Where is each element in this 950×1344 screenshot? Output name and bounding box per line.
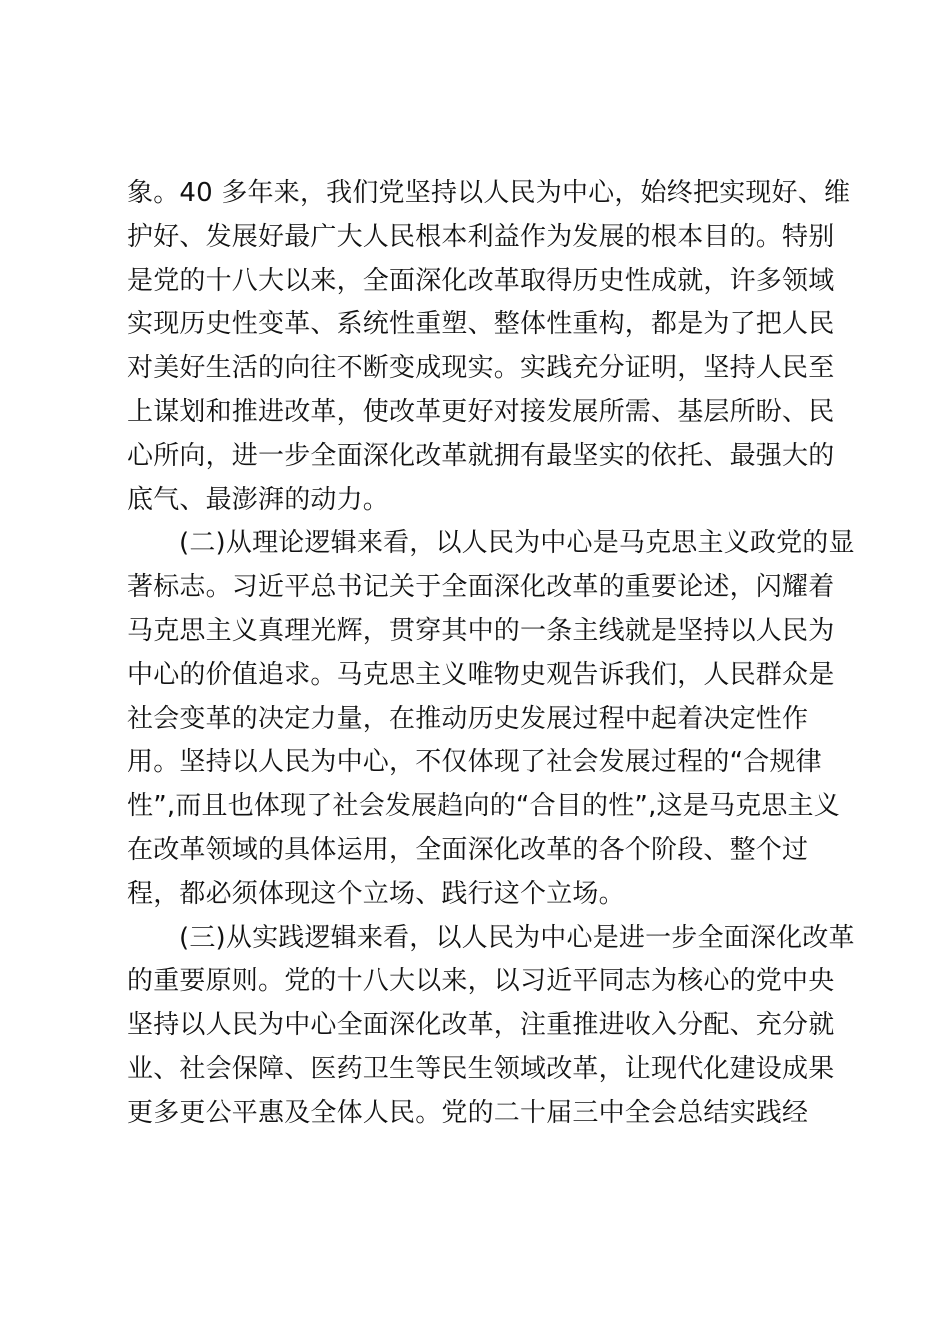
text-line: 中心的价值追求。马克思主义唯物史观告诉我们，人民群众是 bbox=[127, 659, 835, 690]
text-line: 性”,而且也体现了社会发展趋向的“合目的性”,这是马克思主义 bbox=[127, 791, 840, 822]
text-line: 社会变革的决定力量，在推动历史发展过程中起着决定性作 bbox=[127, 703, 809, 734]
paragraph-start-line: (二)从理论逻辑来看，以人民为中心是马克思主义政党的显 bbox=[179, 528, 855, 559]
text-line: 著标志。习近平总书记关于全面深化改革的重要论述，闪耀着 bbox=[127, 572, 835, 603]
text-line: 业、社会保障、医药卫生等民生领域改革，让现代化建设成果 bbox=[127, 1053, 835, 1084]
text-line: 更多更公平惠及全体人民。党的二十届三中全会总结实践经 bbox=[127, 1097, 809, 1128]
text-line: 护好、发展好最广大人民根本利益作为发展的根本目的。特别 bbox=[127, 221, 835, 252]
text-line: 坚持以人民为中心全面深化改革，注重推进收入分配、充分就 bbox=[127, 1010, 835, 1041]
text-line: 象。40 多年来，我们党坚持以人民为中心，始终把实现好、维 bbox=[127, 178, 851, 208]
text-line: 对美好生活的向往不断变成现实。实践充分证明，坚持人民至 bbox=[127, 353, 835, 384]
body-text bbox=[127, 172, 855, 1136]
text-line: 是党的十八大以来，全面深化改革取得历史性成就，许多领域 bbox=[127, 265, 835, 296]
text-line: 在改革领域的具体运用，全面深化改革的各个阶段、整个过 bbox=[127, 834, 809, 865]
text-line: 用。坚持以人民为中心，不仅体现了社会发展过程的“合规律 bbox=[127, 747, 822, 778]
text-line: 上谋划和推进改革，使改革更好对接发展所需、基层所盼、民 bbox=[127, 396, 835, 427]
paragraph-start-line: (三)从实践逻辑来看，以人民为中心是进一步全面深化改革 bbox=[179, 922, 855, 953]
text-line: 程，都必须体现这个立场、践行这个立场。 bbox=[127, 878, 625, 909]
text-line: 实现历史性变革、系统性重塑、整体性重构，都是为了把人民 bbox=[127, 309, 835, 340]
text-line: 的重要原则。党的十八大以来，以习近平同志为核心的党中央 bbox=[127, 966, 835, 997]
text-line: 底气、最澎湃的动力。 bbox=[127, 484, 390, 515]
text-line: 马克思主义真理光辉，贯穿其中的一条主线就是坚持以人民为 bbox=[127, 615, 835, 646]
text-line: 心所向，进一步全面深化改革就拥有最坚实的依托、最强大的 bbox=[127, 440, 835, 471]
